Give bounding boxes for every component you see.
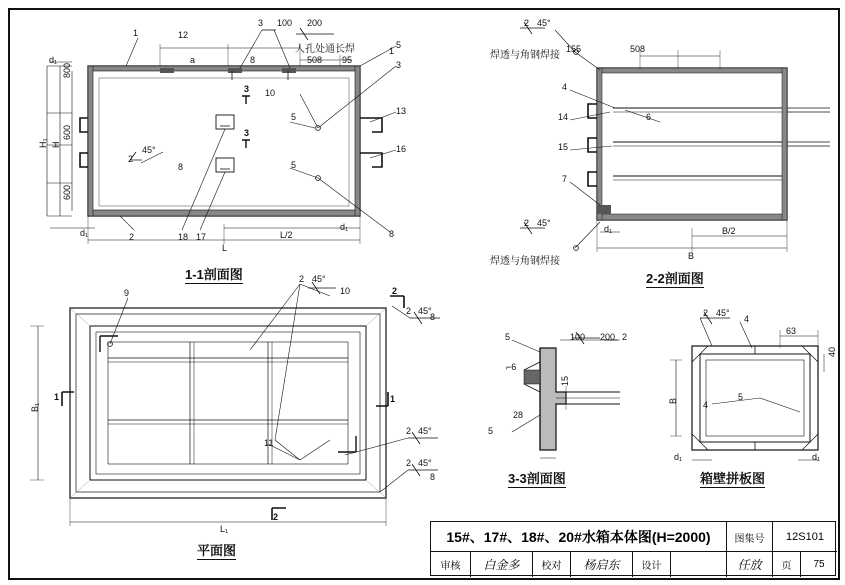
mark-2-left: 2 <box>128 154 134 164</box>
dim-40: 40 <box>827 346 837 357</box>
title-block-row-main <box>431 522 837 552</box>
mark-9: 9 <box>124 288 130 298</box>
mark-5-mid: 5 <box>291 112 297 122</box>
dim-d1-bottom: d₁ <box>80 228 89 238</box>
plan-section-mark-2-bottom: 2 <box>273 512 279 522</box>
section-3-mark-top: 3 <box>244 84 250 94</box>
dim-B-s22: B <box>688 251 695 261</box>
weld-45-plan-d: 45° <box>418 458 432 468</box>
mark-14: 14 <box>558 112 569 122</box>
mark-11: 11 <box>264 438 274 448</box>
dim-d1-right: d₁ <box>340 222 349 232</box>
mark-5-s33: 5 <box>505 332 511 342</box>
mark-2-panel: 2 <box>703 308 709 318</box>
page-label: 页 <box>773 552 801 577</box>
mark-2-plan-top: 2 <box>299 274 305 284</box>
mark-7: 7 <box>562 174 568 184</box>
mark-5-panel: 5 <box>738 392 744 402</box>
mark-13: 13 <box>396 106 407 116</box>
section-3-mark-bottom: 3 <box>244 128 250 138</box>
title-section-1-1: 1-1剖面图 <box>185 267 243 282</box>
dim-28: 28 <box>513 410 524 420</box>
mark-15: 15 <box>558 142 569 152</box>
title-block <box>430 521 836 576</box>
weld-45-s22-a: 45° <box>537 18 551 28</box>
note-weld-through-2: 焊透与角钢焊接 <box>490 256 560 267</box>
dim-200-s33: 200 <box>600 332 616 342</box>
dim-3-top: 3 <box>258 18 264 28</box>
note-weld-through-1: 焊透与角钢焊接 <box>490 50 560 61</box>
title-block-row-signatures <box>431 552 837 577</box>
mark-2-plan-b: 2 <box>406 306 412 316</box>
mark-10: 10 <box>265 88 276 98</box>
dim-8a: 8 <box>250 55 256 65</box>
dim-508: 508 <box>307 55 323 65</box>
dim-d1-panel-left: d₁ <box>674 452 683 462</box>
title-plan: 平面图 <box>197 543 237 558</box>
dim-H1: H₁ <box>38 138 48 148</box>
weld-45-panel: 45° <box>716 308 730 318</box>
dim-a: a <box>190 55 196 65</box>
dim-63: 63 <box>786 326 797 336</box>
dim-B2: B/2 <box>722 226 736 236</box>
mark-2-bottom: 2 <box>129 232 135 242</box>
dim-L: L <box>222 243 228 253</box>
review-signature: 白金多 <box>471 552 533 577</box>
atlas-number-label: 图集号 <box>727 522 773 552</box>
dim-H: H <box>51 141 61 148</box>
plan-section-mark-1-left: 1 <box>54 392 60 402</box>
design-name <box>671 552 727 577</box>
mark-2-plan-d: 2 <box>406 458 412 468</box>
mark-4-panel: 4 <box>744 314 750 324</box>
mark-2-s22: 2 <box>524 18 530 28</box>
dim-100: 100 <box>277 18 293 28</box>
dim-95: 95 <box>342 55 353 65</box>
mark-5-s33-b: 5 <box>488 426 494 436</box>
mark-8-right: 8 <box>389 229 395 239</box>
design-signature: 任放 <box>727 552 773 577</box>
dim-600-a: 600 <box>62 124 72 140</box>
dim-B-panel: B <box>668 397 678 404</box>
mark-18: 18 <box>178 232 189 242</box>
title-section-2-2: 2-2剖面图 <box>646 271 704 286</box>
weld-45-plan-b: 45° <box>418 306 432 316</box>
drawing-title: 15#、17#、18#、20#水箱本体图(H=2000) <box>431 522 727 552</box>
mark-17: 17 <box>196 232 207 242</box>
dim-d1-panel-right: d₁ <box>812 452 821 462</box>
weld-45-plan-c: 45° <box>418 426 432 436</box>
page-value: 75 <box>813 559 825 570</box>
dim-200: 200 <box>307 18 323 28</box>
atlas-number-value: 12S101 <box>786 531 824 543</box>
plan-section-mark-2-top: 2 <box>392 286 398 296</box>
mark-2-s33: 2 <box>622 332 628 342</box>
dim-600-b: 600 <box>62 184 72 200</box>
note-manhole-weld: 人孔处通长焊 <box>295 44 355 55</box>
dim-800: 800 <box>62 62 72 78</box>
plan-section-mark-1-right: 1 <box>390 394 396 404</box>
design-label: 设计 <box>633 552 671 577</box>
mark-1: 1 <box>133 28 139 38</box>
title-panel: 箱壁拼板图 <box>700 471 766 486</box>
dim-L1: L₁ <box>220 524 229 534</box>
mark-4-s22: 4 <box>562 82 568 92</box>
weld-45-plan-a: 45° <box>312 274 326 284</box>
dim-155: 155 <box>566 44 582 54</box>
mark-10-plan: 10 <box>340 286 351 296</box>
title-section-3-3: 3-3剖面图 <box>508 471 566 486</box>
mark-4-panel-b: 4 <box>703 400 709 410</box>
mark-8-plan-a: 8 <box>430 312 436 322</box>
mark-2-s22-b: 2 <box>524 218 530 228</box>
mark-5-tr: 5 <box>396 40 402 50</box>
mark-8-plan-b: 8 <box>430 472 436 482</box>
dim-15: 15 <box>560 375 570 386</box>
dim-12: 12 <box>178 30 189 40</box>
mark-3-r: 3 <box>396 60 402 70</box>
dim-d1-s22: d₁ <box>604 224 613 234</box>
dim-L2: L/2 <box>280 230 293 240</box>
mark-1-right: 1 <box>389 46 395 56</box>
mark-8-left: 8 <box>178 162 184 172</box>
check-label: 校对 <box>533 552 571 577</box>
mark-16: 16 <box>396 144 407 154</box>
dim-c6: ⌐6 <box>506 362 517 372</box>
dim-508-s22: 508 <box>630 44 646 54</box>
dim-100-s33: 100 <box>570 332 586 342</box>
mark-6: 5 <box>291 160 297 170</box>
dim-d1-left: d₁ <box>49 55 58 65</box>
mark-6-s22: 6 <box>646 112 652 122</box>
dim-B1: B₁ <box>30 402 40 412</box>
weld-45-a: 45° <box>142 145 156 155</box>
review-label: 审核 <box>431 552 471 577</box>
mark-2-plan-c: 2 <box>406 426 412 436</box>
check-signature: 杨启东 <box>571 552 633 577</box>
weld-45-s22-b: 45° <box>537 218 551 228</box>
